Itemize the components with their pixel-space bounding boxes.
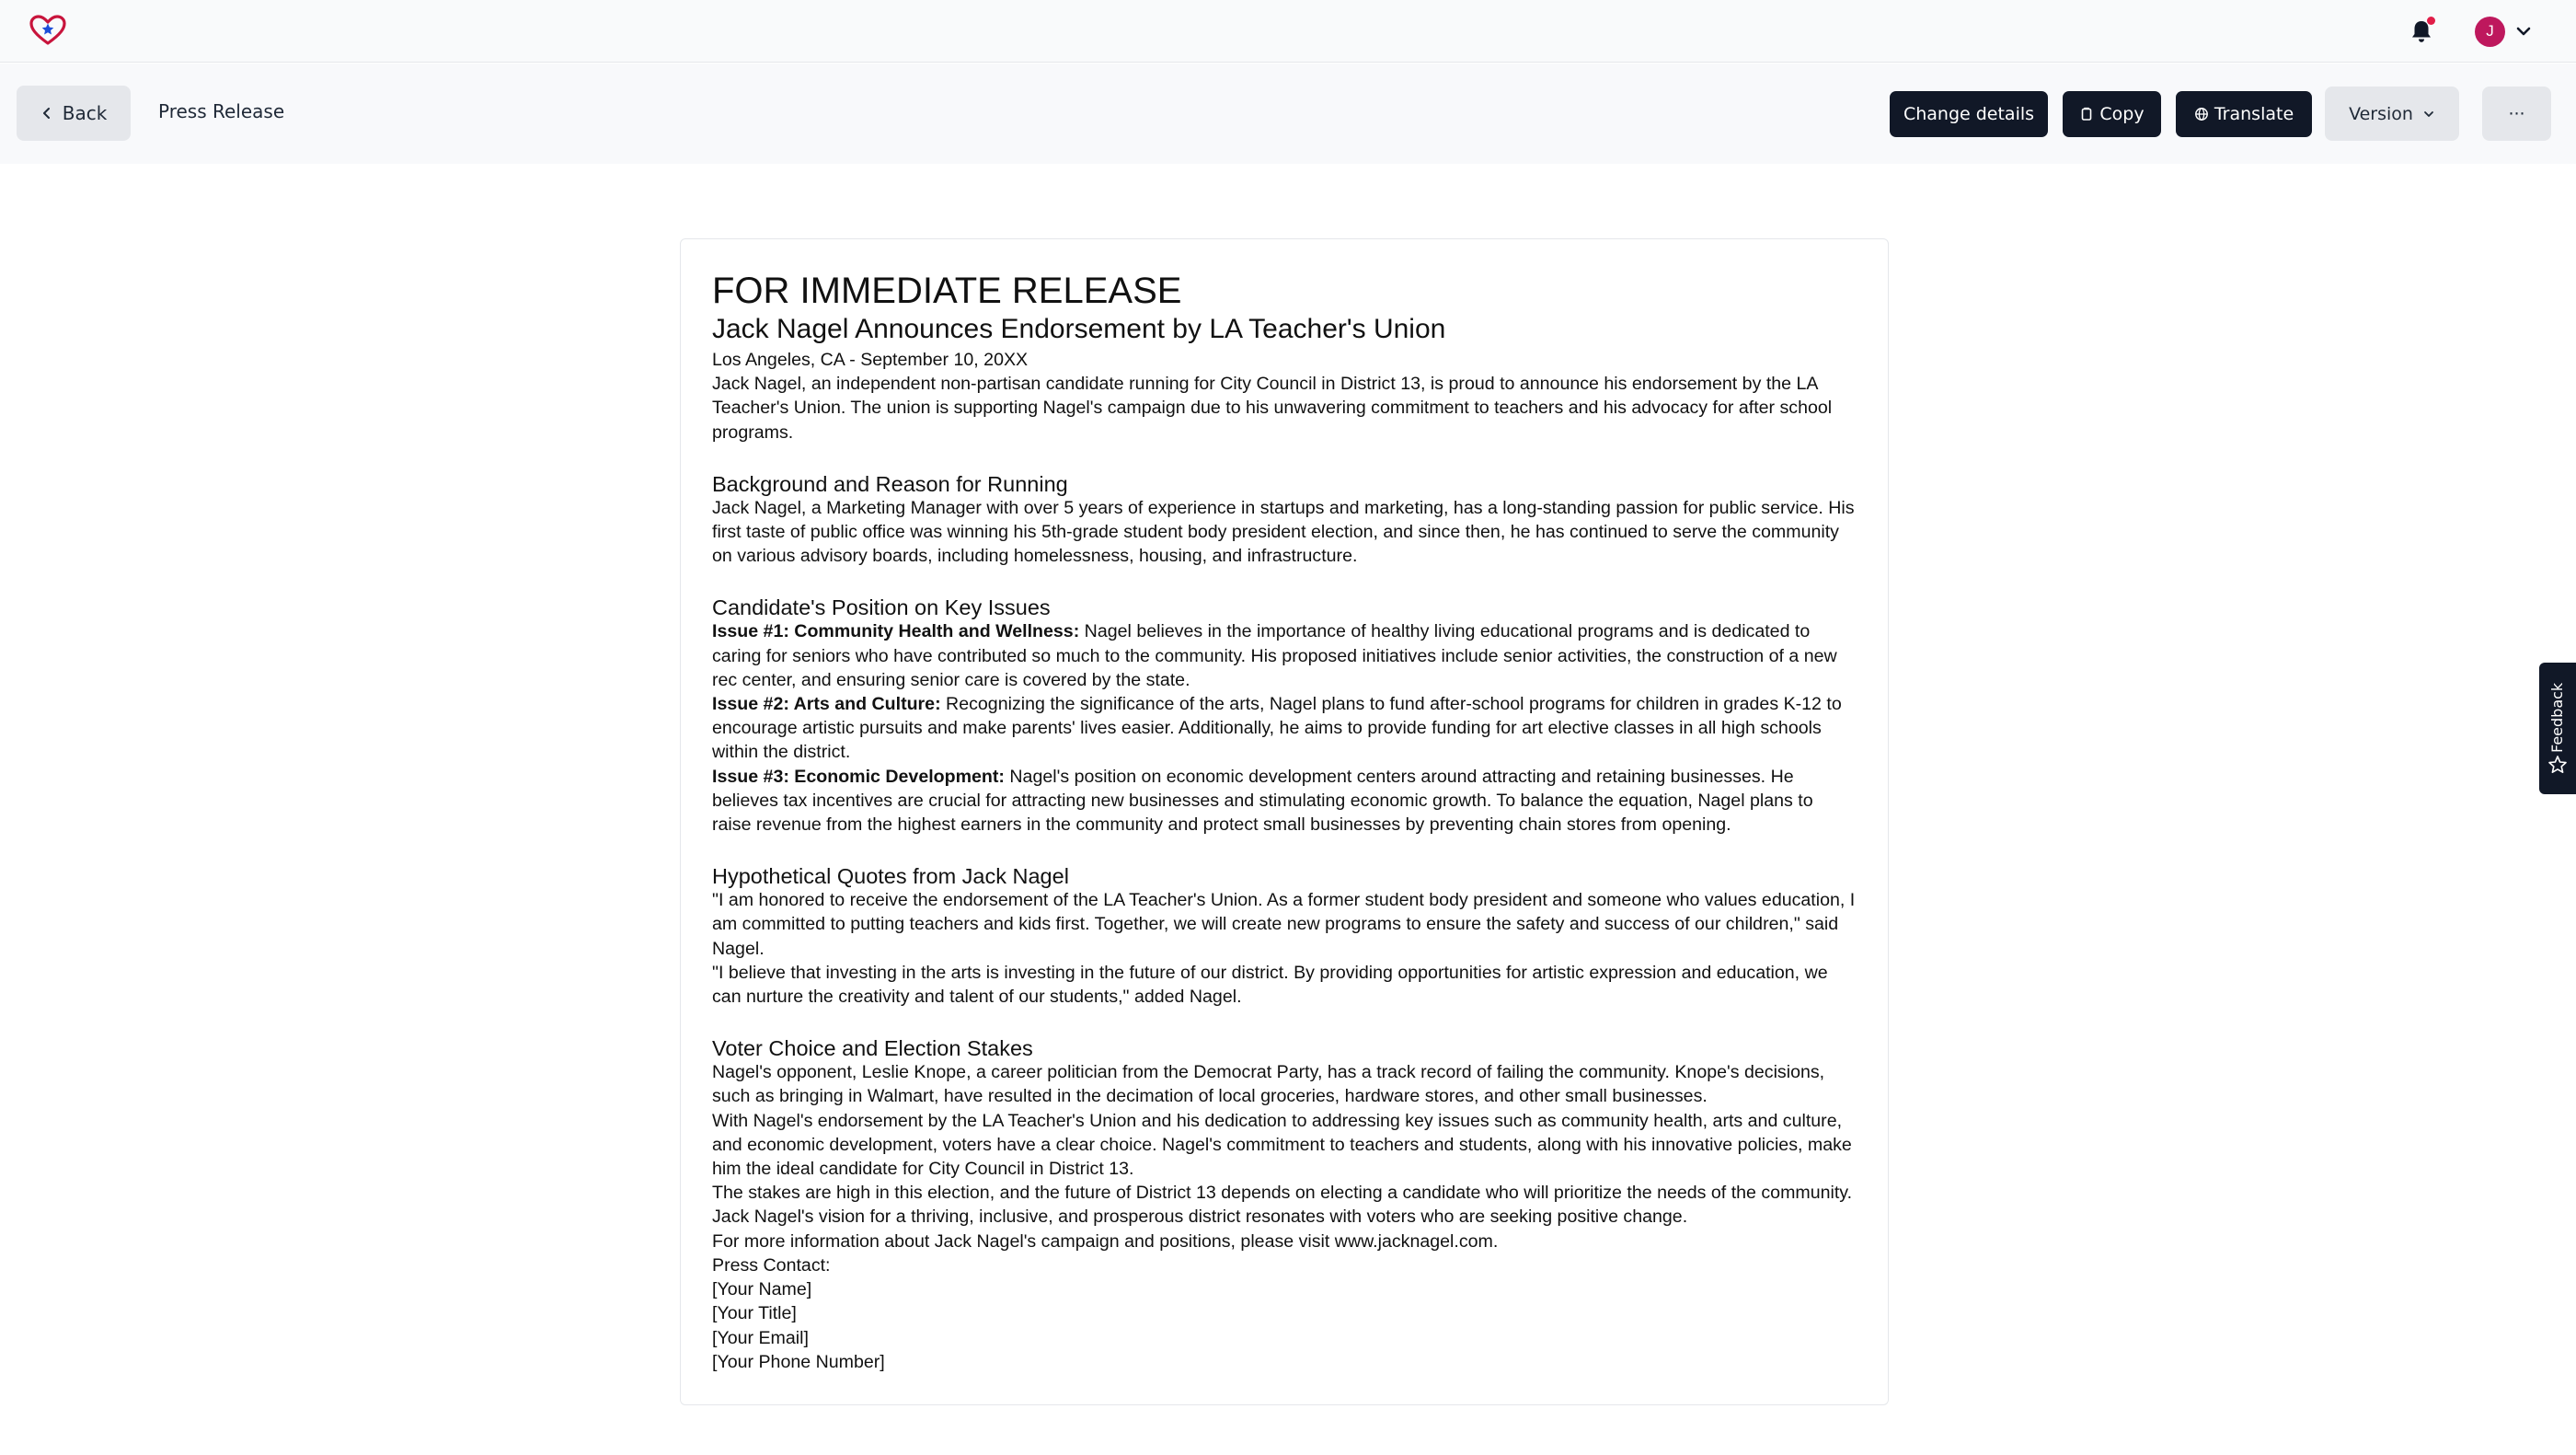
voter-paragraph-3: The stakes are high in this election, and the future of District 13 depends on electing a candidate who will prioritize the needs of the community. Jack Nagel's vision for a thriving, inclusive, and prosperous district resonates with voters who are seeking positive change.	[712, 1183, 1853, 1228]
user-menu[interactable]	[2475, 16, 2533, 47]
contact-email: [Your Email]	[712, 1327, 809, 1348]
issue-3-label: Issue #3: Economic Development:	[712, 766, 1005, 787]
contact-phone: [Your Phone Number]	[712, 1351, 885, 1372]
more-info-line: For more information about Jack Nagel's campaign and positions, please visit www.jacknagel.com.	[712, 1230, 1499, 1252]
voter-heading: Voter Choice and Election Stakes	[712, 1036, 1033, 1061]
more-options-button[interactable]	[2482, 87, 2551, 141]
issues-heading: Candidate's Position on Key Issues	[712, 595, 1051, 620]
issue-2-paragraph	[712, 692, 1857, 765]
issue-1-label: Issue #1: Community Health and Wellness:	[712, 621, 1080, 642]
contact-title: [Your Title]	[712, 1303, 797, 1324]
voter-paragraph-1: Nagel's opponent, Leslie Knope, a career politician from the Democrat Party, has a track record of failing the community. Knope's decisions, such as bringing in Walmart, have resulted in the decimation of local groceries, hardware stores, and other small businesses.	[712, 1062, 1825, 1107]
chevron-down-icon	[2422, 108, 2435, 121]
top-bar	[0, 0, 2576, 63]
globe-icon	[2194, 107, 2209, 121]
quote-1: "I am honored to receive the endorsement of the LA Teacher's Union. As a former student body president and someone who values education, I am committed to putting teachers and kids first. Together, we will create new programs to ensure the safety and success of our children," said Nagel.	[712, 890, 1856, 959]
chevron-left-icon	[40, 107, 53, 120]
chevron-down-icon	[2514, 22, 2533, 40]
more-options-icon: ···	[2508, 103, 2525, 124]
page-title: Press Release	[158, 100, 285, 122]
star-icon	[2547, 755, 2568, 775]
document-toolbar	[0, 64, 2576, 164]
issue-1-paragraph	[712, 619, 1857, 692]
notifications-button[interactable]	[2408, 17, 2435, 46]
translate-button[interactable]	[2176, 91, 2312, 137]
intro-paragraph: Jack Nagel, an independent non-partisan candidate running for City Council in District 13, is proud to announce his endorsement by the LA Teacher's Union. The union is supporting Nagel's campaign due to his unwavering commitment to teachers and his advocacy for after school programs.	[712, 374, 1833, 443]
copy-label: Copy	[2099, 104, 2145, 124]
background-paragraph: Jack Nagel, a Marketing Manager with over 5 years of experience in startups and marketing, has a long-standing passion for public service. His first taste of public office was winning his 5th-grade student body president election, and since then, he has continued to serve the community on various advisory boards, including homelessness, housing, and infrastructure.	[712, 497, 1855, 567]
document-headline: Jack Nagel Announces Endorsement by LA Teacher's Union	[712, 314, 1446, 344]
feedback-tab[interactable]	[2539, 663, 2576, 794]
avatar[interactable]: J	[2475, 17, 2505, 47]
copy-button[interactable]	[2063, 91, 2161, 137]
contact-name: [Your Name]	[712, 1279, 812, 1300]
press-contact-label: Press Contact:	[712, 1254, 831, 1276]
issue-2-text: Recognizing the significance of the arts, Nagel plans to fund after-school programs for children in grades K-12 to encourage artistic pursuits and make parents' lives easier. Additionally, he aims to provide funding for art elective classes in all high schools within the district.	[712, 694, 1842, 763]
change-details-button[interactable]	[1890, 91, 2048, 137]
back-label: Back	[62, 102, 108, 124]
heart-logo-icon[interactable]	[29, 15, 66, 46]
quote-2: "I believe that investing in the arts is investing in the future of our district. By providing opportunities for artistic expression and education, we can nurture the creativity and talent of our students," added Nagel.	[712, 962, 1828, 1008]
quotes-heading: Hypothetical Quotes from Jack Nagel	[712, 864, 1069, 889]
feedback-label: Feedback	[2548, 682, 2566, 753]
dateline: Los Angeles, CA - September 10, 20XX	[712, 350, 1029, 370]
voter-paragraph-2: With Nagel's endorsement by the LA Teacher's Union and his dedication to addressing key issues such as community health, arts and culture, and economic development, voters have a clear choice. Nagel's commitment to teachers and students, along with his innovative policies, make him the ideal candidate for City Council in District 13.	[712, 1110, 1852, 1180]
version-label: Version	[2349, 103, 2413, 124]
background-heading: Background and Reason for Running	[712, 471, 1068, 496]
notification-dot	[2427, 17, 2435, 25]
issue-1-text: Nagel believes in the importance of healthy living educational programs and is dedicated to caring for seniors who have contributed so much to the community. His proposed initiatives include senior activities, the construction of a new rec center, and ensuring senior care is covered by the state.	[712, 621, 1837, 690]
change-details-label: Change details	[1903, 104, 2035, 124]
press-release-document[interactable]	[680, 238, 1889, 1405]
back-button[interactable]	[17, 86, 131, 141]
version-dropdown[interactable]	[2325, 87, 2459, 141]
copy-icon	[2079, 107, 2094, 121]
issue-3-paragraph	[712, 765, 1857, 837]
issue-2-label: Issue #2: Arts and Culture:	[712, 694, 941, 715]
translate-label: Translate	[2214, 104, 2294, 124]
document-title: FOR IMMEDIATE RELEASE	[712, 271, 1182, 311]
issue-3-text: Nagel's position on economic development centers around attracting and retaining businesses. He believes tax incentives are crucial for attracting new businesses and stimulating economic growth. To balance the equation, Nagel plans to raise revenue from the highest earners in the community and protect small businesses by preventing chain stores from opening.	[712, 766, 1813, 836]
